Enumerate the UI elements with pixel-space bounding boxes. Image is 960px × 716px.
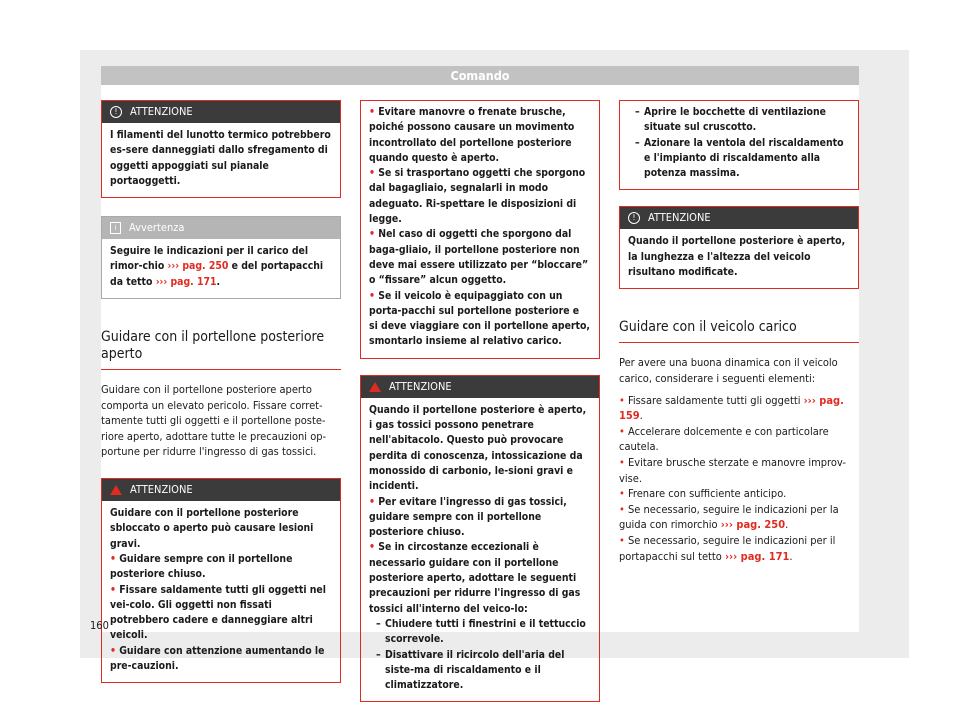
page-link[interactable]: ››› pag. 171: [155, 275, 217, 288]
list-item: • Nel caso di oggetti che sporgono dal baga-gliaio, il portellone posteriore non deve mai essere utilizzato per “bloccare” o “fissare” alcun oggetto.: [369, 228, 589, 287]
column-1: [101, 100, 341, 697]
warning-box-body: [620, 101, 858, 189]
column-2: [360, 100, 600, 716]
list-item: • Guidare con attenzione aumentando le pre-cauzioni.: [110, 644, 325, 673]
warning-box-header: ATTENZIONE: [102, 479, 340, 501]
warning-triangle-icon: [110, 485, 122, 495]
note-box: [101, 216, 341, 299]
list-item: – Chiudere tutti i finestrini e il tettuccio scorrevole.: [369, 617, 591, 648]
list-item: • Se il veicolo è equipaggiato con un porta-pacchi sul portellone posteriore e si deve viaggiare con il portellone aperto, smontarlo insieme al relativo carico.: [369, 289, 590, 348]
list-item: • Se necessario, seguire le indicazioni per la guida con rimorchio ››› pag. 250.: [619, 502, 839, 532]
list-item: • Fissare saldamente tutti gli oggetti nel vei-colo. Gli oggetti non fissati potrebbero cadere e danneggiare altri veicoli.: [110, 583, 326, 642]
warning-box-continued: [360, 100, 600, 359]
list-item: • Fissare saldamente tutti gli oggetti ››› pag. 159.: [619, 393, 844, 423]
list-item: • Se necessario, seguire le indicazioni per il portapacchi sul tetto ››› pag. 171.: [619, 533, 836, 563]
section-paragraph: Per avere una buona dinamica con il veicolo carico, considerare i seguenti elementi:: [619, 356, 838, 385]
list-item: – Azionare la ventola del riscaldamento e l'impianto di riscaldamento alla potenza massima.: [628, 136, 850, 182]
warning-box: [360, 375, 600, 703]
list-item: • Per evitare l'ingresso di gas tossici, guidare sempre con il portellone posteriore chiuso.: [369, 495, 567, 539]
page-number: 160: [90, 619, 109, 632]
warning-box-body: Quando il portellone posteriore è aperto, la lunghezza e l'altezza del veicolo risultano modificate.: [628, 235, 846, 279]
warning-box-body: Guidare con il portellone posteriore sbloccato o aperto può causare lesioni gravi. • Guidare sempre con il portellone posteriore chiuso. • Fissare saldamente tutti gli oggetti nel vei-colo. Gli oggetti non fissati potrebbero cadere e danneggiare altri veicoli. • Guidare con attenzione aumentando le pre-cauzioni.: [102, 501, 340, 682]
warning-triangle-icon: [369, 382, 381, 392]
page-link[interactable]: ››› pag. 250: [720, 518, 786, 532]
note-icon: i: [110, 222, 121, 234]
list-item: – Aprire le bocchette di ventilazione situate sul cruscotto.: [628, 105, 850, 136]
warning-box-body: I filamenti del lunotto termico potrebbero es-sere danneggiati dallo sfregamento di oggetti appoggiati sul pianale portaoggetti.: [110, 129, 331, 187]
warning-box-header: ATTENZIONE: [361, 376, 599, 398]
warning-circle-icon: !: [628, 212, 640, 224]
warning-box: [101, 478, 341, 683]
warning-box: [101, 100, 341, 198]
page-link[interactable]: ››› pag. 171: [724, 549, 790, 563]
list-item: • Accelerare dolcemente e con particolare cautela.: [619, 424, 829, 454]
page-header: Comando: [101, 66, 859, 85]
page-link[interactable]: ››› pag. 159: [619, 393, 844, 423]
section-paragraph: Guidare con il portellone posteriore aperto comporta un elevato pericolo. Fissare corret-tamente tutti gli oggetti e il portellone poste-riore aperto, adottare tutte le precauzioni op-portune per ridurre l'ingresso di gas tossici.: [101, 383, 327, 459]
section-title: Guidare con il veicolo carico: [619, 319, 859, 343]
list-item: • Se in circostanze eccezionali è necessario guidare con il portellone posteriore aperto, adottare le seguenti precauzioni per ridurre l'ingresso di gas tossici all'interno del veico-lo:: [369, 541, 581, 615]
warning-box-body: Quando il portellone posteriore è aperto, i gas tossici possono penetrare nell'abitacolo. Questo può provocare perdita di conoscenza, intossicazione da monossido di carbonio, le-sioni gravi e incidenti. • Per evitare l'ingresso di gas tossici, guidare sempre con il portellone posteriore chiuso. • Se in circostanze eccezionali è necessario guidare con il portellone posteriore aperto, adottare le seguenti precauzioni per ridurre l'ingresso di gas tossici all'interno del veico-lo: – Chiudere tutti i finestrini e il tettuccio scorrevole. – Disattivare il ricircolo dell'aria del siste-ma di riscaldamento e il climatizzatore.: [361, 398, 599, 702]
warning-box: [619, 206, 859, 289]
list-item: • Evitare manovre o frenate brusche, poiché possono causare un movimento incontrollato del portellone posteriore quando questo è aperto.: [369, 106, 575, 164]
list-item: • Frenare con sufficiente anticipo.: [619, 487, 787, 501]
note-box-body: Seguire le indicazioni per il carico del rimor-chio ››› pag. 250 e del portapacchi da tetto ››› pag. 171.: [110, 245, 324, 288]
list-item: – Disattivare il ricircolo dell'aria del siste-ma di riscaldamento e il climatizzatore.: [369, 648, 591, 694]
section-title: Guidare con il portellone posteriore aperto: [101, 329, 341, 370]
warning-box-body: [361, 101, 599, 358]
warning-box-header: ! ATTENZIONE: [620, 207, 858, 229]
warning-circle-icon: !: [110, 106, 122, 118]
page-link[interactable]: ››› pag. 250: [167, 260, 229, 273]
list-item: • Evitare brusche sterzate e manovre improv-vise.: [619, 455, 847, 485]
warning-box-header: ! ATTENZIONE: [102, 101, 340, 123]
list-item: • Guidare sempre con il portellone posteriore chiuso.: [110, 552, 293, 581]
list-item: • Se si trasportano oggetti che sporgono dal bagagliaio, segnalarli in modo adeguato. Ri-spettare le disposizioni di legge.: [369, 167, 586, 226]
warning-box-continued: [619, 100, 859, 190]
note-box-header: i Avvertenza: [102, 217, 340, 239]
column-3: [619, 100, 859, 564]
